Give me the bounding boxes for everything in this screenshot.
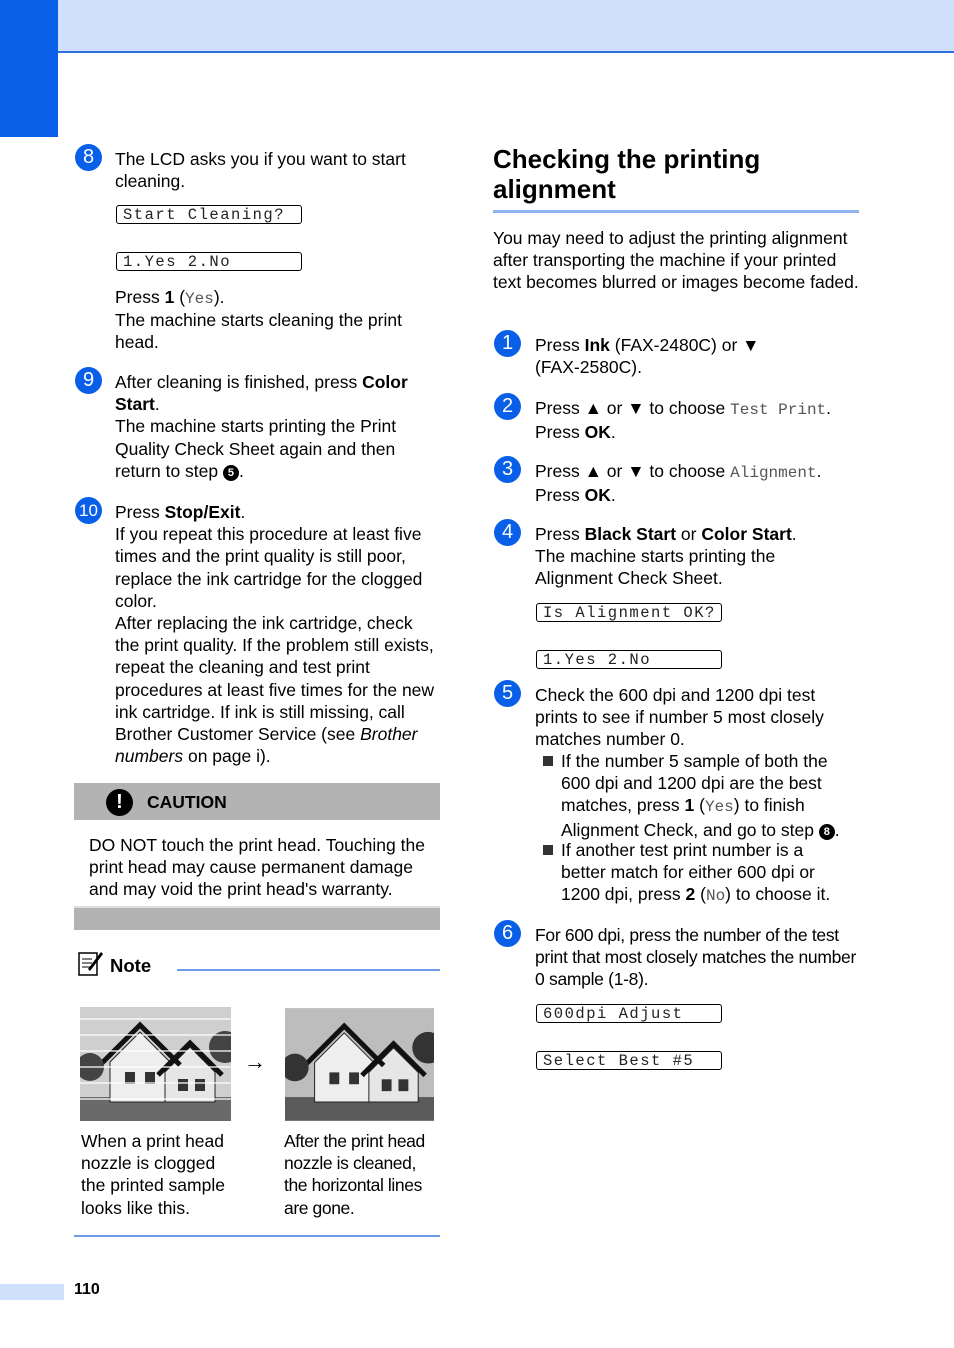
step-9-number: 9 <box>75 367 102 394</box>
note-bottom-rule <box>74 1235 440 1237</box>
step-5-bullet-1: If the number 5 sample of both the 600 dpi and 1200 dpi are the best matches, press 1 (Yes) to finish Alignment Check, and go to step 8 . <box>561 751 840 840</box>
footer-band <box>0 1284 64 1300</box>
step-2-text: Press ▲ or ▼ to choose Test Print. Press OK. <box>535 398 832 443</box>
step-6-text: For 600 dpi, press the number of the test print that most closely matches the number 0 sample (1-8). <box>535 925 857 990</box>
note-label: Note <box>110 955 152 976</box>
arrow-icon: → <box>244 1049 266 1074</box>
header-band <box>0 0 954 52</box>
step-8-text: The LCD asks you if you want to start cleaning. <box>115 149 406 192</box>
cleaned-caption: After the print head nozzle is cleaned, the horizontal lines are gone. <box>284 1131 425 1218</box>
note-pencil-icon <box>76 949 104 977</box>
lcd-is-alignment-ok: Is Alignment OK? <box>536 603 722 622</box>
step-6-number: 6 <box>494 920 521 947</box>
step-10-text: Press Stop/Exit. If you repeat this procedure at least five times and the print quality is still poor, replace the ink cartridge for the clogged color. After replacing the ink cartridge, check the print quality. If the problem still exists, repeat the cleaning and test print procedures at least five times for the new ink cartridge. If ink is still missing, call Brother Customer Service (see Brother numbers on page i). <box>115 502 435 767</box>
step-4-number: 4 <box>494 519 521 546</box>
note-rule <box>177 969 440 971</box>
lcd-select-best: Select Best #5 <box>536 1051 722 1070</box>
step-4-text: Press Black Start or Color Start. The machine starts printing the Alignment Check Sheet. <box>535 524 797 589</box>
caution-text: DO NOT touch the print head. Touching the print head may cause permanent damage and may void the print head's warranty. <box>89 835 425 900</box>
header-rule <box>58 51 954 53</box>
section-title: Checking the printing alignment <box>493 144 761 204</box>
step-5-number: 5 <box>494 680 521 707</box>
bullet-icon <box>543 845 553 855</box>
cleaned-sample-image <box>285 1008 434 1121</box>
page-number: 110 <box>74 1281 100 1298</box>
intro-text: You may need to adjust the printing alignment after transporting the machine if your printed text becomes blurred or images become faded. <box>493 228 859 293</box>
lcd-600dpi-adjust: 600dpi Adjust <box>536 1004 722 1023</box>
step-1-text: Press Ink (FAX-2480C) or ▼ (FAX-2580C). <box>535 335 760 378</box>
clogged-sample-image <box>80 1007 231 1121</box>
step-8-number: 8 <box>75 144 102 171</box>
clogged-caption: When a print head nozzle is clogged the printed sample looks like this. <box>81 1131 225 1218</box>
step-8-press: Press 1 (Yes). <box>115 287 225 308</box>
chapter-tab <box>0 0 58 137</box>
caution-footer <box>74 906 440 930</box>
step-5-text: Check the 600 dpi and 1200 dpi test prints to see if number 5 most closely matches number 0. <box>535 685 824 750</box>
step-10-number: 10 <box>75 497 102 524</box>
caution-label: CAUTION <box>147 792 227 812</box>
lcd-start-cleaning: Start Cleaning? <box>116 205 302 224</box>
warning-icon: ! <box>106 789 133 816</box>
step-3-number: 3 <box>494 456 521 483</box>
title-rule <box>493 210 859 213</box>
step-1-number: 1 <box>494 330 521 357</box>
bullet-icon <box>543 756 553 766</box>
step-9-text: After cleaning is finished, press Color Start. The machine starts printing the Print Quality Check Sheet again and then return to step 5 . <box>115 372 408 481</box>
lcd-yes-no: 1.Yes 2.No <box>116 252 302 271</box>
step-2-number: 2 <box>494 393 521 420</box>
step-8-after: The machine starts cleaning the print head. <box>115 310 402 353</box>
step-5-bullet-2: If another test print number is a better match for either 600 dpi or 1200 dpi, press 2 (No) to choose it. <box>561 840 831 906</box>
step-3-text: Press ▲ or ▼ to choose Alignment. Press OK. <box>535 461 822 506</box>
lcd-yes-no-2: 1.Yes 2.No <box>536 650 722 669</box>
